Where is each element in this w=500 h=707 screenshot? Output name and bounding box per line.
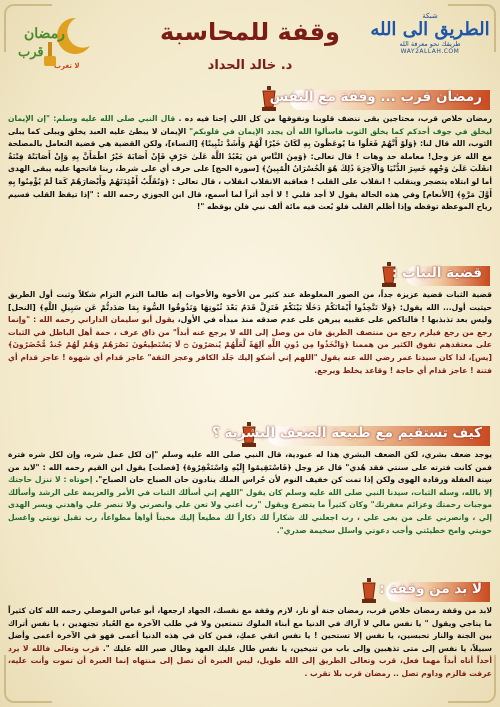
crescent-moon-icon bbox=[14, 12, 94, 70]
section-heading-4 bbox=[360, 578, 490, 604]
paragraph: يوجد ضعف بشري، لكن الضعف البشري هذا له عبودية، قال النبي صلى الله عليه وسلم "إن لكل عمل شره، وإن لكل شره فترة فمن كانت فترته على سنتي فقد هُدي" قال عز وجل ﴿فَاسْتَقِيمُوا إِلَيْهِ وَاسْتَغْفِرُوهُ﴾ [فصلت] يقول ابن القيم رحمه الله : "لابد من سِنة الغفلة ورقادة الهوى ولكن إذا تمت كن خفيف النوم لأن حُراس الملك ينادون حان الصباح حان الصباح". bbox=[8, 450, 492, 485]
section-4-body bbox=[8, 605, 492, 681]
section-heading-2 bbox=[380, 262, 490, 288]
paragraph: رمضان خلاص قرب، محتاجين بقى ننضف قلوبنا ونفوقها من كل اللي إحنا فيه ده . bbox=[178, 114, 492, 123]
section-1-body bbox=[8, 113, 492, 214]
logo-site-name: الطريق الى الله bbox=[370, 19, 490, 40]
logo-left-line2: قرب bbox=[18, 45, 44, 60]
section-heading-text: كيف تستقيم مع طبيعة الضعف البشرية ؟ bbox=[211, 425, 482, 441]
lantern-icon bbox=[360, 578, 378, 604]
section-3-body bbox=[8, 449, 492, 537]
paragraph: قضية الثبات قضية عزيزة جداً، من الصور المغلوطة عند كثير من الأخوة والأخوات إنه طالما التزم التزام شكلاً وثبت أول الطريق حيثبت أول... الله يقول: ﴿وَلَا تَتَّخِذُوا أَيْمَانَكُمْ دَخَلًا بَيْنَكُمْ فَتَزِلَّ قَدَمٌ بَعْدَ ثُبُوتِهَا وَتَذُوقُوا السُّوءَ بِمَا صَدَدتُّمْ عَن سَبِيلِ اللَّهِ﴾ [النحل] وليس بعد تذبذبها ! فالتاكص على عقبيه يبرهن على عدم صدقه منذ مبدأه في الأول، bbox=[8, 290, 492, 325]
page-title: وقفة للمحاسبة bbox=[160, 18, 340, 46]
paragraph: لابد من وقفة رمضان خلاص قرب، رمضان جنة أو نار، لازم وقفة مع نفسك، الجهاد ارجعها، أبو عباس الموصلي رحمه الله كان كثيراً ما يناجي ويقول " يا نفس مالي لا آراك في الدنيا مع أبناء الملوك تتمتعين ولا في طلب الآخرة مع العُباد تجتهدين ، يا نفس أتراك بين الجنة والنار تحبسين، يا نفس إلا تستحين ! يا نفس اتقي عمكِ، فمن كان في هذه الدنيا أعمى فهو في الآخرة أعمى وأضل سبيلاً، يا نفس إلى متى تذهبين وإلى باب من تنيخين، يا نفس طال عليك العهد وطال صبر الله عليك ". bbox=[8, 606, 493, 653]
ramadan-logo bbox=[14, 12, 94, 70]
section-heading-text: لا بد من وقفة : bbox=[379, 581, 482, 597]
section-heading-3 bbox=[211, 422, 490, 448]
logo-left-line3: لا تغرب bbox=[54, 62, 80, 70]
paragraph: قرب وتعالى فالله لا يرد أحداً أتاه أبداً مهما فعل، قرب وتعالى الطريق إلى الله طويل، ليس العبرة أن تصل إلى منتهاه إنما العبرة أن تموت وأنت عليه، عرفت فالزم وداوم تصل .. رمضان قرب بلا تقرب . bbox=[8, 643, 492, 678]
paragraph: إخوتاه : لا تنزل حاجتك إلا بالله، وسله الثبات، سيدنا النبي صلى الله عليه وسلم كان يقول "اللهم إني أسألك الثبات في الأمر والعزيمة على الرشد وأسألك موجبات رحمتك وعزائم مغفرتك" وكان كثيراً ما يتضرع ويقول "رب أعني ولا تعن علي وانصرني ولا تنصر علي واهدني ويسر الهدى إلي ، وانصرني على من بغى علي ، رب اجعلني لك شكاراً لك ذكاراً لك مطيعاً إليك مخبتاً أواهاً مطواعاً، رب تقبل توبتي واغسل حوبتي وامح خطيئتي وأجب دعوتي واسلل سخيمة صدري". bbox=[8, 475, 492, 535]
section-heading-text: قضية الثبات : bbox=[392, 265, 482, 281]
section-2-body bbox=[8, 289, 492, 377]
site-logo[interactable] bbox=[370, 12, 490, 74]
logo-url: WAY2ALLAH.COM bbox=[400, 48, 460, 55]
section-heading-1 bbox=[260, 86, 490, 112]
paragraph: يقول أبو سليمان الداراني رحمه الله : "وإنما رجع من رجع فيلزم رجع من منتصف الطريق فان من وصل إلى الله لا يرجع عنه أبداً" من ذاق عرف ، حمة أهل الباطل في الثبات على معتقدهم تفوق الكثير من هممنا ﴿وَاتَّخَذُوا مِن دُونِ اللَّهِ آلِهَةً لَّعَلَّهُمْ يُنصَرُونَ ۝ لَا يَسْتَطِيعُونَ نَصْرَهُمْ وَهُمْ لَهُمْ جُندٌ مُّحْضَرُونَ﴾ [يس]، لذا كان سيدنا عمر رضي الله عنه يقول "اللهم إني أشكو إليك جَلَد الكافر وعجز الثقة" عاجز قدام أي شهوة ! عاجز قدام أي فتنة ! عاجز قدام أي حاجة ! وقاعد يخلط ويرجع. bbox=[8, 315, 492, 375]
logo-left-line1: رمضان bbox=[24, 26, 65, 42]
author-name: د. خالد الحداد bbox=[207, 58, 293, 73]
logo-tagline: طريقك نحو معرفة الله bbox=[399, 40, 461, 48]
section-heading-text: رمضان قرب ... وقفة مع النفس bbox=[269, 89, 482, 105]
paragraph: الإيمان لا يبطئ عليه العبد يخلق ويبلى كما يبلى الثوب، الله قال لنا: ﴿وَلَوْ أَنَّهُمْ فَعَلُوا مَا يُوعَظُونَ بِهِ لَكَانَ خَيْرًا لَّهُمْ وَأَشَدَّ تَثْبِيتًا﴾ [النساء]، ولكن القضية هي قضية التعامل بالمصلحة مع الله عز وجل! معاملة حد وهات ! قال تعالى: ﴿وَمِنَ النَّاسِ مَن يَعْبُدُ اللَّهَ عَلَىٰ حَرْفٍ فَإِنْ أَصَابَهُ خَيْرٌ اطْمَأَنَّ بِهِ وَإِنْ أَصَابَتْهُ فِتْنَةٌ انقَلَبَ عَلَىٰ وَجْهِهِ خَسِرَ الدُّنْيَا وَالْآخِرَةَ ذَٰلِكَ هُوَ الْخُسْرَانُ الْمُبِينُ﴾ [سورة الحج] على حرف أي على شرط، ربنا فاتحها عليه يبقى الهدى أما لو ابتلاه يتضجر وينقلب ! انقلاب على القلب ! فعاقبة الانقلاب انقلاب ، قال تعالى : ﴿وَنُقَلِّبُ أَفْئِدَتَهُمْ وَأَبْصَارَهُمْ كَمَا لَمْ يُؤْمِنُوا بِهِ أَوَّلَ مَرَّةٍ﴾ [الأنعام] وفي هذه الحالة يقول لا أجد قلبي ! لا أجد أثراً لما أسمع، قال ابن الجوزي رحمه الله : "إذا تيقظ القلب فسيم رياح الموعظة توقظه وإذا أظلم القلب فلو بُعث فيه مائة ألف نبي فلن يوقظه "! bbox=[8, 126, 492, 212]
paragraph: قال النبي صلى الله عليه وسلم: "إن الإيمان ليخلق في جوف أحدكم كما يخلق الثوب فاسألوا الله أن يجدد الإيمان في قلوبكم" bbox=[8, 114, 492, 136]
logo-network-label: شبكة bbox=[422, 12, 438, 20]
